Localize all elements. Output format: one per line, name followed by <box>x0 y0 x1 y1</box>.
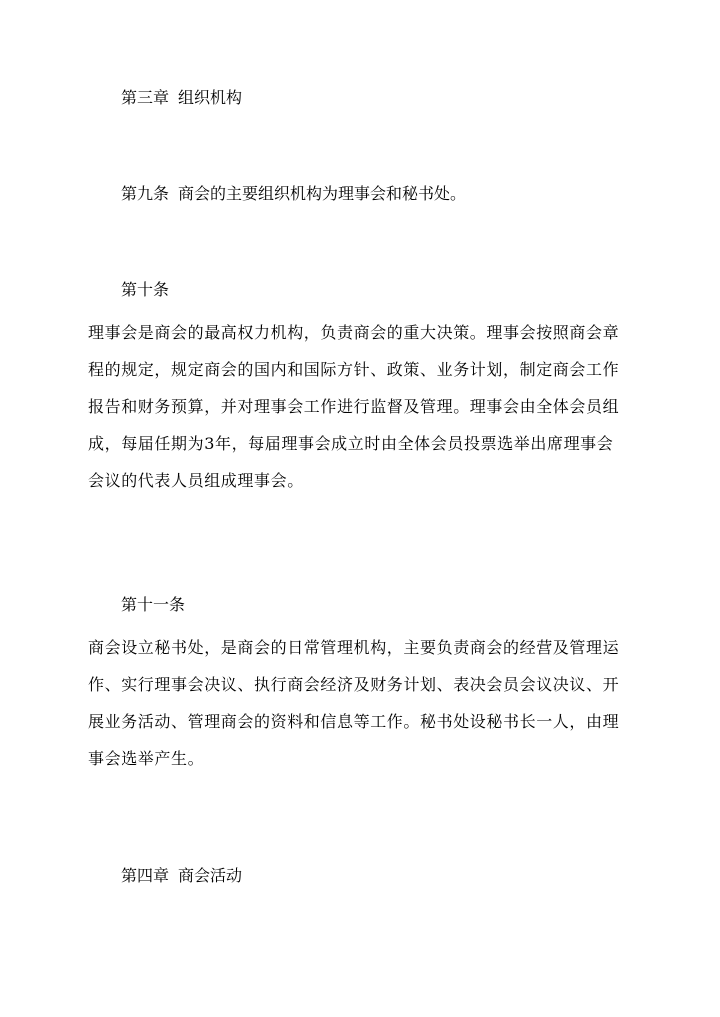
chapter-4-title: 商会活动 <box>178 866 243 885</box>
article-9 <box>121 184 466 204</box>
article-10-line: 理事会是商会的最高权力机构，负责商会的重大决策。理事会按照商会章 <box>88 323 620 342</box>
chapter-4-heading <box>121 866 242 886</box>
chapter-3-heading <box>121 88 242 108</box>
article-11-heading <box>121 595 185 615</box>
article-10-body <box>88 314 633 499</box>
article-10-line: 程的规定，规定商会的国内和国际方针、政策、业务计划，制定商会工作 <box>88 360 620 379</box>
article-11-line: 事会选举产生。 <box>88 749 205 768</box>
article-9-number: 第九条 <box>121 184 170 203</box>
article-10-line: 报告和财务预算，并对理事会工作进行监督及管理。理事会由全体会员组 <box>88 397 620 416</box>
chapter-3-number: 第三章 <box>121 88 170 107</box>
article-11-number: 第十一条 <box>121 595 186 614</box>
article-11-line: 展业务活动、管理商会的资料和信息等工作。秘书处设秘书长一人，由理 <box>88 712 620 731</box>
article-10-heading <box>121 280 169 300</box>
article-11-line: 商会设立秘书处，是商会的日常管理机构，主要负责商会的经营及管理运 <box>88 638 620 657</box>
article-9-text: 商会的主要组织机构为理事会和秘书处。 <box>178 184 467 203</box>
chapter-3-title: 组织机构 <box>178 88 243 107</box>
chapter-4-number: 第四章 <box>121 866 170 885</box>
article-11-line: 作、实行理事会决议、执行商会经济及财务计划、表决会员会议决议、开 <box>88 675 620 694</box>
article-11-body <box>88 629 633 777</box>
article-10-line: 会议的代表人员组成理事会。 <box>88 471 304 490</box>
article-10-number: 第十条 <box>121 280 170 299</box>
article-10-line: 成，每届任期为3年，每届理事会成立时由全体会员投票选举出席理事会 <box>88 434 614 453</box>
